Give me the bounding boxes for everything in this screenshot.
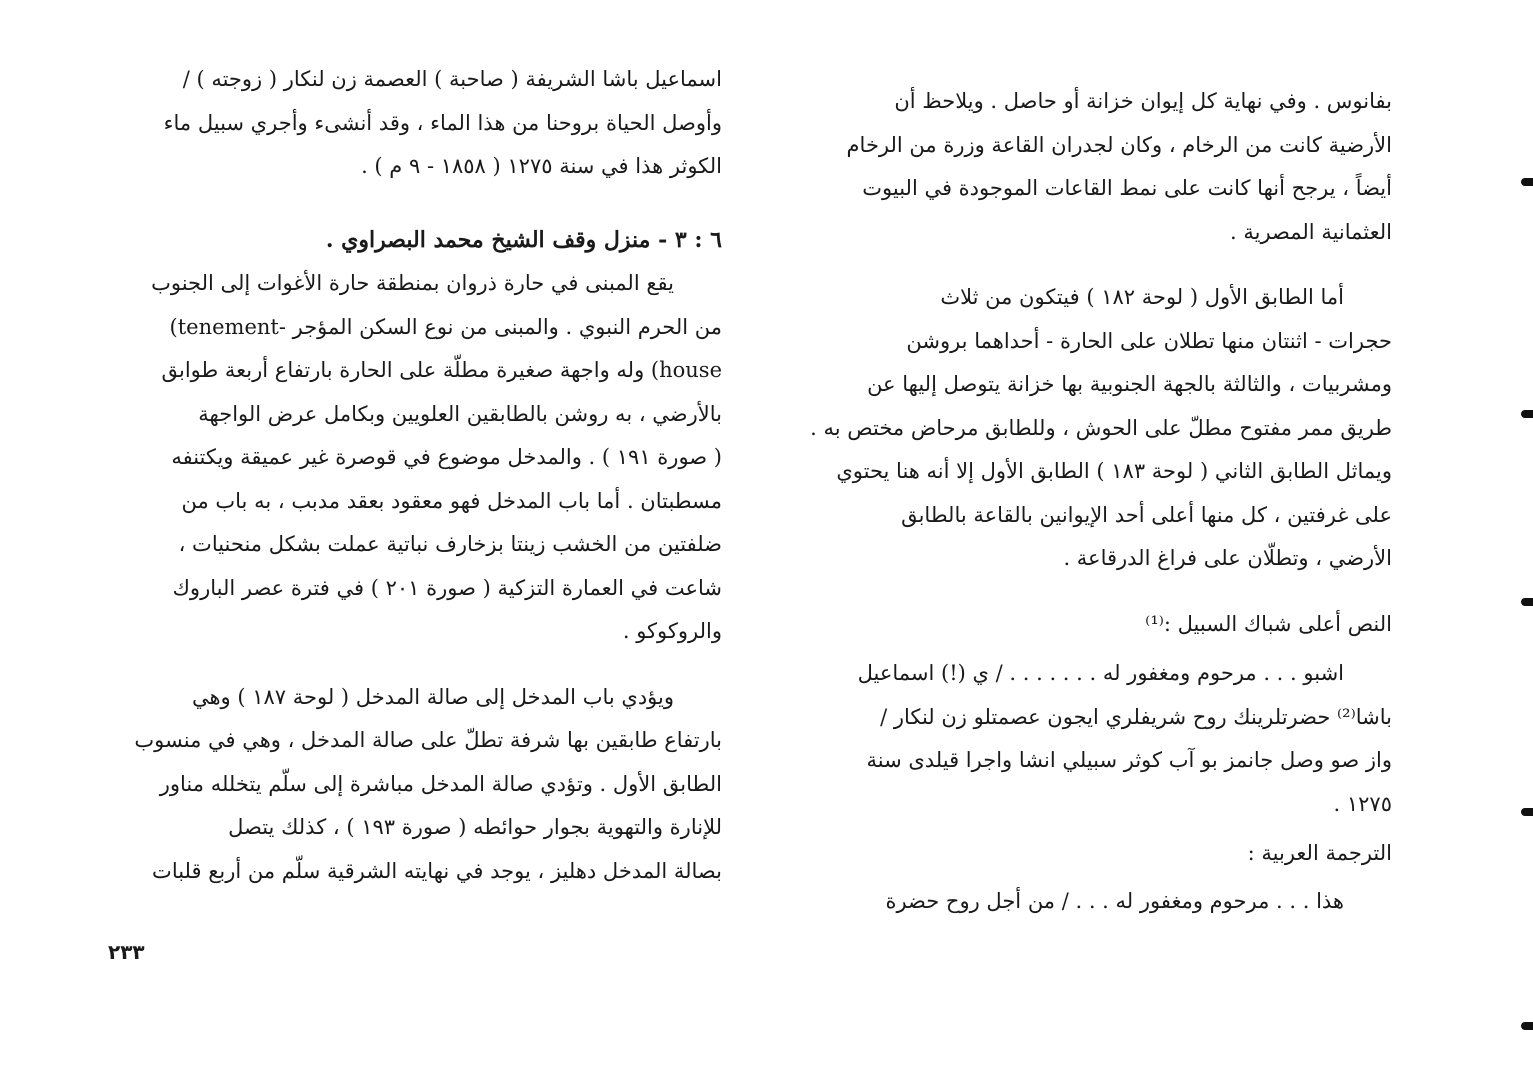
text-line: الأرضي ، وتطلّان على فراغ الدرقاعة . — [1063, 546, 1392, 570]
text-line: بارتفاع طابقين بها شرفة تطلّ على صالة المدخل ، وهي في منسوب — [134, 728, 722, 752]
text-line: ويماثل الطابق الثاني ( لوحة ١٨٣ ) الطابق الأول إلا أنه هنا يحتوي — [836, 459, 1392, 483]
text-line: اشبو . . . مرحوم ومغفور له . . . . . . . / ي (!) اسماعيل — [857, 661, 1344, 685]
section-heading: ٦ : ٣ - منزل وقف الشيخ محمد البصراوي . — [325, 226, 722, 253]
text-line: باشا⁽²⁾ حضرتلرينك روح شريفلري ايجون عصمتلو زن لنكار / — [880, 704, 1392, 729]
page-number: ٢٣٣ — [108, 940, 145, 964]
paragraph-entrance-hall — [100, 676, 722, 894]
text-line: بفانوس . وفي نهاية كل إيوان خزانة أو حاصل . ويلاحظ أن — [894, 89, 1392, 113]
text-line: بالأرضي ، به روشن بالطابقين العلويين وبكامل عرض الواجهة — [198, 401, 722, 426]
text-line: من الحرم النبوي . والمبنى من نوع السكن المؤجر -tenement) — [169, 314, 722, 339]
scan-edge-mark — [1521, 410, 1533, 418]
text-line: شاعت في العمارة التزكية ( صورة ٢٠١ ) في فترة عصر الباروك — [172, 575, 722, 600]
scan-edge-mark — [1521, 808, 1533, 816]
text-line: وأوصل الحياة بروحنا من هذا الماء ، وقد أنشىء وأجري سبيل ماء — [163, 110, 722, 135]
paragraph-building-description — [100, 262, 722, 654]
text-line: العثمانية المصرية . — [1230, 219, 1392, 244]
text-line: ( صورة ١٩١ ) . والمدخل موضوع في قوصرة غير عميقة ويكتنفه — [171, 445, 722, 469]
text-line: أيضاً ، يرجح أنها كانت على نمط القاعات الموجودة في البيوت — [862, 176, 1392, 200]
inscription-label: النص أعلى شباك السبيل :⁽¹⁾ — [1145, 611, 1392, 636]
text-line: على غرفتين ، كل منها أعلى أحد الإيوانين بالقاعة بالطابق — [901, 502, 1392, 527]
paragraph-upper-floors — [790, 276, 1392, 581]
scan-edge-mark — [1521, 1022, 1533, 1030]
text-line: بصالة المدخل دهليز ، يوجد في نهايته الشرقية سلّم من أربع قلبات — [152, 858, 722, 883]
translation-label: الترجمة العربية : — [1247, 841, 1392, 865]
text-line: يقع المبنى في حارة ذروان بمنطقة حارة الأغوات إلى الجنوب — [151, 271, 674, 295]
text-line: الطابق الأول . وتؤدي صالة المدخل مباشرة إلى سلّم يتخلله مناور — [159, 771, 722, 796]
right-text-column — [790, 80, 1392, 923]
text-line: واز صو وصل جانمز بو آب كوثر سبيلي انشا واجرا قيلدى سنة — [866, 748, 1392, 772]
text-line: مسطبتان . أما باب المدخل فهو معقود بعقد مدبب ، به باب من — [181, 488, 722, 513]
translation-text — [790, 880, 1392, 924]
text-line: حجرات - اثنتان منها تطلان على الحارة - أحداهما بروشن — [906, 328, 1392, 353]
left-text-column — [100, 58, 722, 893]
inscription-text — [790, 652, 1392, 826]
scan-edge-mark — [1521, 598, 1533, 606]
scan-edge-mark — [1521, 178, 1533, 186]
inscription-translation-continuation — [100, 58, 722, 189]
text-line: ويؤدي باب المدخل إلى صالة المدخل ( لوحة ١٨٧ ) وهي — [191, 684, 674, 709]
text-line: طريق ممر مفتوح مطلّ على الحوش ، وللطابق مرحاض مختص به . — [810, 415, 1392, 440]
text-line: house) وله واجهة صغيرة مطلّة على الحارة بارتفاع أربعة طوابق — [161, 358, 722, 382]
paragraph-ground-floor-hall — [790, 80, 1392, 254]
text-line: ضلفتين من الخشب زينتا بزخارف نباتية عملت بشكل منحنيات ، — [178, 532, 722, 556]
text-line: ١٢٧٥ . — [1333, 791, 1392, 816]
text-line: للإنارة والتهوية بجوار حوائطه ( صورة ١٩٣ ) ، كذلك يتصل — [228, 815, 722, 839]
text-line: أما الطابق الأول ( لوحة ١٨٢ ) فيتكون من ثلاث — [940, 285, 1344, 309]
text-line: الأرضية كانت من الرخام ، وكان لجدران القاعة وزرة من الرخام — [846, 132, 1392, 157]
text-line: ومشربيات ، والثالثة بالجهة الجنوبية بها خزانة يتوصل إليها عن — [867, 372, 1392, 396]
text-line: هذا . . . مرحوم ومغفور له . . . / من أجل روح حضرة — [885, 888, 1344, 913]
text-line: الكوثر هذا في سنة ١٢٧٥ ( ١٨٥٨ - ٩ م ) . — [361, 154, 722, 178]
text-line: اسماعيل باشا الشريفة ( صاحبة ) العصمة زن لنكار ( زوجته ) / — [182, 67, 722, 91]
text-line: والروكوكو . — [622, 619, 722, 643]
